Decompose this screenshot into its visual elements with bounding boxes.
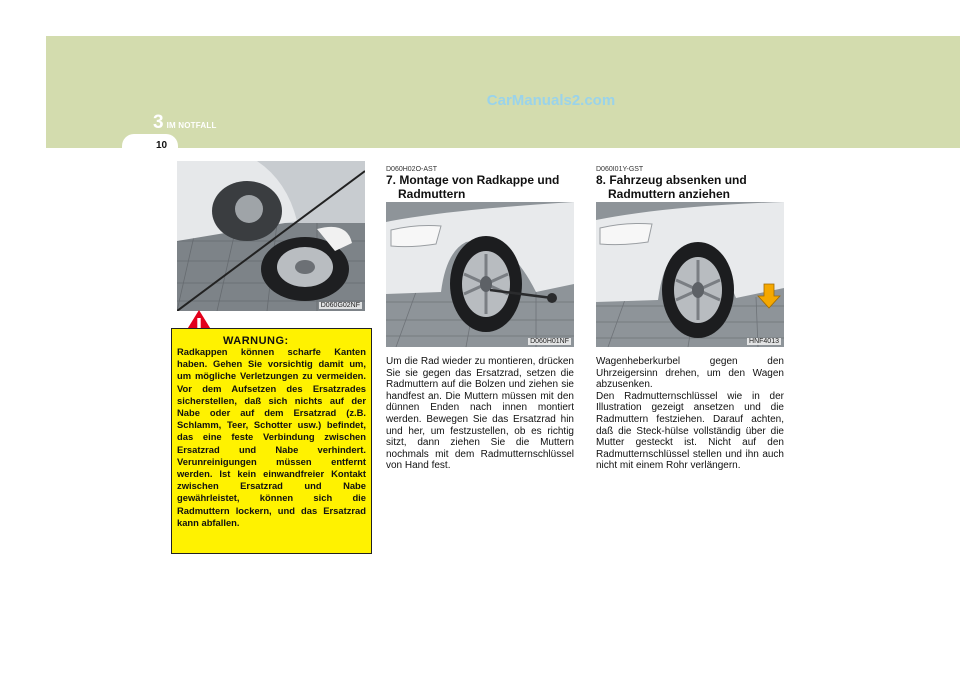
- section7-heading-line1: 7. Montage von Radkappe und: [386, 173, 560, 187]
- image-code: HNF4013: [749, 338, 779, 345]
- chapter-title: IM NOTFALL: [166, 121, 217, 130]
- watermark-link[interactable]: CarManuals2.com: [486, 92, 616, 109]
- chapter-number: 3: [153, 112, 164, 133]
- warning-title: WARNUNG:: [223, 335, 289, 347]
- mount-wheel-photo: [386, 202, 574, 347]
- image-code: D060H01NF: [530, 338, 569, 345]
- section8-heading-line1: 8. Fahrzeug absenken und: [596, 173, 747, 187]
- page-number-tab: [122, 134, 178, 156]
- car-wheel-wrench-illustration: [386, 202, 574, 347]
- section7-heading: [386, 173, 576, 201]
- section7-heading-line2: Radmuttern: [398, 187, 466, 201]
- warning-box: [171, 328, 372, 554]
- chapter-label: [153, 112, 217, 134]
- lower-vehicle-photo: [596, 202, 784, 347]
- section7-text: Um die Rad wieder zu montieren, drücken Sie sie gegen das Ersatzrad, setzen die Radmuttern auf die Bolzen und ziehen sie handfest an. Die Muttern müssen mit den dünnen Enden nach innen montiert werden. Bewegen Sie das Ersatzrad hin und her, um festzustellen, ob es richtig sitzt, dann ziehen Sie die Muttern nochmals mit dem Radmutternschlüssel von Hand fest.: [386, 356, 574, 472]
- page-number: 10: [156, 140, 168, 151]
- spare-wheel-photo: [177, 161, 365, 311]
- section8-heading-line2: Radmuttern anziehen: [608, 187, 731, 201]
- section8-heading: [596, 173, 786, 201]
- section7-code: D060H02O-AST: [386, 166, 437, 173]
- spare-wheel-illustration: [177, 161, 365, 311]
- car-lowering-illustration: [596, 202, 784, 347]
- image-code: D060G02NF: [320, 302, 360, 309]
- section8-text-p1: Wagenheberkurbel gegen den Uhrzeigersinn drehen, um den Wagen abzusenken.: [596, 356, 784, 391]
- section8-code: D060I01Y-GST: [596, 166, 644, 173]
- warning-text: Radkappen können scharfe Kanten haben. Gehen Sie vorsichtig damit um, um mögliche Verletzungen zu vermeiden. Vor dem Aufsetzen des Ersatzrades sicherstellen, daß sich nichts auf der Nabe oder auf dem Ersatzrad (z.B. Schlamm, Teer, Schotter usw.) befindet, das eine feste Verbindung zwischen Ersatzrad und Nabe verhindert. Verunreinigungen müssen entfernt werden. Ist kein einwandfreier Kontakt zwischen Ersatzrad und Nabe gewährleistet, können sich die Radmuttern lockern, und das Ersatzrad kann abfallen.: [177, 346, 366, 528]
- section8-text-p2: Den Radmutternschlüssel wie in der Illustration gezeigt ansetzen und die Radmuttern festziehen. Darauf achten, daß die Steck-hülse vollständig über die Mutter gesteckt ist. Nicht auf den Radmutternschlüssel stellen und ihn auch nicht mit einem Rohr verlängern.: [596, 390, 784, 472]
- section8-text: [596, 356, 784, 472]
